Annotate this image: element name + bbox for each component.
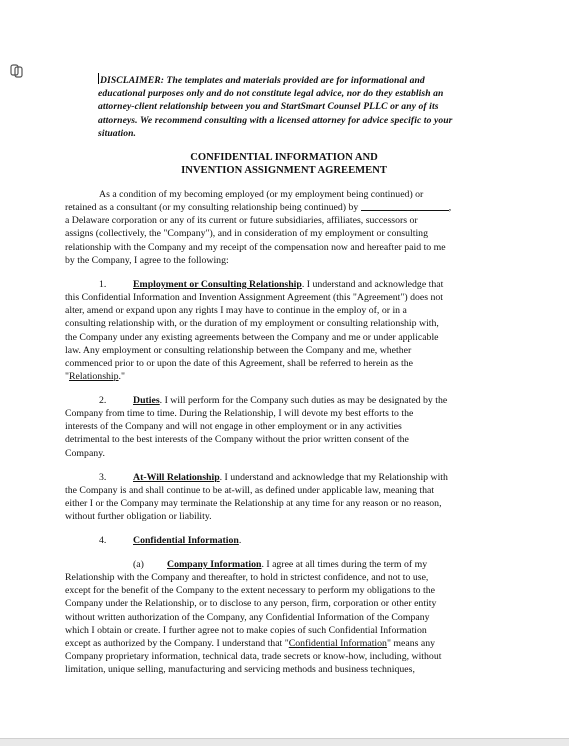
section-line: this Confidential Information and Invention Assignment Agreement (this "Agreement") does not	[65, 292, 444, 304]
section-line: alter, amend or expand upon any rights I may have to continue in the employ of, or in a	[65, 305, 407, 317]
document-title	[62, 151, 506, 178]
subsection-number: (a)	[133, 559, 144, 570]
section-line: "	[65, 371, 69, 383]
section-number: 1.	[99, 279, 107, 290]
section-line: . I will perform for the Company such duties as may be designated by the	[159, 395, 448, 406]
section-line: Company.	[65, 447, 105, 459]
section-line: . I understand and acknowledge that my Relationship with	[219, 472, 448, 483]
section-line: except as authorized by the Company. I understand that "	[65, 637, 289, 649]
section-line: Company from time to time. During the Relationship, I will devote my best efforts to the	[65, 408, 414, 420]
company-name-blank[interactable]	[361, 201, 452, 214]
section-line: the Company is and shall continue to be at-will, as defined under applicable law, meaning that	[65, 485, 435, 497]
section-line: commenced prior to or upon the date of this Agreement, shall be referred to herein as the	[65, 357, 413, 369]
intro-paragraph	[65, 188, 506, 267]
intro-line: As a condition of my becoming employed (or my employment being continued) or	[99, 189, 424, 200]
section-line: . I agree at all times during the term of my	[261, 559, 428, 570]
section-line: either I or the Company may terminate the Relationship at any time for any reason or no reason,	[65, 498, 442, 510]
section-line: without further obligation or liability.	[65, 511, 212, 523]
section-heading: At-Will Relationship	[133, 472, 220, 483]
title-line-2: INVENTION ASSIGNMENT AGREEMENT	[181, 165, 387, 177]
section-line: limitation, unique selling, manufacturing and servicing methods and business techniques,	[65, 664, 415, 676]
disclaimer-line: situation.	[98, 127, 137, 139]
section-number: 2.	[99, 395, 107, 406]
section-line: .	[238, 535, 242, 546]
section-number: 4.	[99, 535, 107, 546]
intro-line: by the Company, I agree to the following:	[65, 254, 229, 266]
text-cursor	[98, 73, 99, 84]
subsection-heading: Company Information	[167, 559, 262, 570]
disclaimer-line: educational purposes only and do not constitute legal advice, nor do they establish an	[98, 88, 444, 100]
section-number: 3.	[99, 472, 107, 483]
section-4	[65, 534, 506, 547]
section-line: which I obtain or create. I further agree not to make copies of such Confidential Information	[65, 624, 427, 636]
intro-line: a Delaware corporation or any of its current or future subsidiaries, affiliates, successors or	[65, 215, 418, 227]
section-line: except for the benefit of the Company to the extent necessary to perform my obligations to the	[65, 585, 435, 597]
section-2	[65, 394, 506, 460]
section-line: " means any	[386, 637, 436, 649]
intro-line: assigns (collectively, the "Company"), and in consideration of my employment or consulting	[65, 228, 428, 240]
disclaimer-line: DISCLAIMER: The templates and materials provided are for informational and	[100, 75, 425, 86]
section-3	[65, 471, 506, 524]
intro-line: retained as a consultant (or my consulting relationship being continued) by	[65, 202, 359, 214]
section-line: detrimental to the best interests of the Company without the prior written consent of the	[65, 434, 409, 446]
section-line: interests of the Company and will not engage in other employment or in any activities	[65, 421, 402, 433]
section-1	[65, 278, 506, 383]
section-line: . I understand and acknowledge that	[301, 279, 444, 290]
section-line: Company under the Relationship, or to disclose to any person, firm, corporation or other entity	[65, 598, 437, 610]
section-line: law. Any employment or consulting relationship between the Company and me, whether	[65, 344, 412, 356]
defined-term: Confidential Information	[288, 637, 387, 649]
disclaimer-line: attorney-client relationship between you and StartSmart Counsel PLLC or any of its	[98, 101, 439, 113]
intro-line: ,	[448, 202, 452, 214]
section-4a	[65, 558, 506, 676]
intro-line: relationship with the Company and my receipt of the compensation now and hereafter paid to me	[65, 241, 446, 253]
disclaimer-line: attorneys. We recommend consulting with a licensed attorney for advice specific to your	[98, 114, 453, 126]
section-heading: Duties	[133, 395, 160, 406]
section-heading: Employment or Consulting Relationship	[133, 279, 302, 290]
defined-term: Relationship	[69, 371, 119, 383]
section-line: ."	[118, 371, 125, 383]
section-line: consulting relationship with, or the duration of my employment or consulting relationship with,	[65, 318, 439, 330]
disclaimer-block	[98, 73, 506, 140]
section-line: without written authorization of the Company, any Confidential Information of the Company	[65, 611, 430, 623]
section-line: Relationship with the Company and thereafter, to hold in strictest confidence, and not to use,	[65, 572, 429, 584]
paragraph-anchor-icon[interactable]	[9, 63, 25, 79]
title-line-1: CONFIDENTIAL INFORMATION AND	[190, 152, 378, 163]
section-line: Company proprietary information, technical data, trade secrets or know-how, including, without	[65, 651, 442, 663]
section-heading: Confidential Information	[133, 535, 239, 546]
section-line: the Company under any existing agreements between the Company and me or under applicable	[65, 331, 439, 343]
